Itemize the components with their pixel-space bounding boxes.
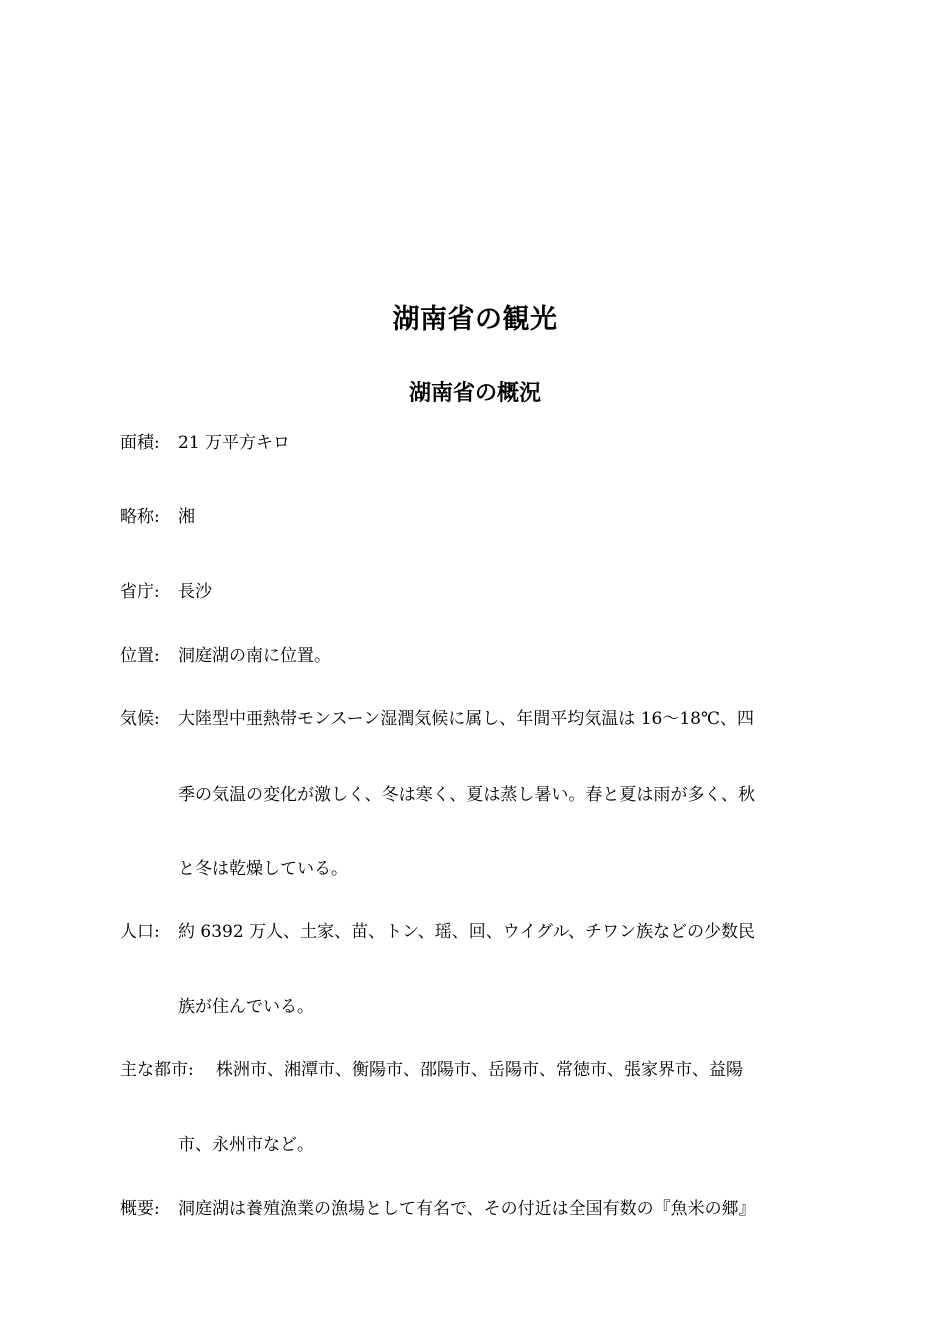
entry-value-line: 大陸型中亜熱帯モンスーン湿潤気候に属し、年間平均気温は 16～18℃、四 bbox=[178, 709, 754, 729]
entry-label: 主な都市: bbox=[120, 1060, 194, 1080]
entry-value: 湘 bbox=[178, 507, 195, 527]
entry-value: 21 万平方キロ bbox=[178, 433, 291, 453]
entry-label: 省庁: bbox=[120, 582, 160, 602]
entry-label: 面積: bbox=[120, 433, 160, 453]
entry-value-line: 季の気温の変化が激しく、冬は寒く、夏は蒸し暑い。春と夏は雨が多く、秋 bbox=[178, 785, 755, 805]
entry-value-line: 族が住んでいる。 bbox=[178, 997, 314, 1017]
entry-label: 気候: bbox=[120, 709, 160, 729]
document-title: 湖南省の観光 bbox=[392, 304, 558, 335]
entry-value: 長沙 bbox=[178, 582, 212, 602]
entry-value: 洞庭湖の南に位置。 bbox=[178, 646, 331, 666]
entry-value-line: と冬は乾燥している。 bbox=[178, 859, 348, 879]
entry-value-line: 市、永州市など。 bbox=[178, 1135, 314, 1155]
entry-label: 概要: bbox=[120, 1199, 160, 1219]
entry-value-line: 約 6392 万人、土家、苗、トン、瑶、回、ウイグル、チワン族などの少数民 bbox=[178, 922, 755, 942]
entry-label: 略称: bbox=[120, 507, 160, 527]
section-heading: 湖南省の概況 bbox=[408, 380, 541, 406]
entry-label: 位置: bbox=[120, 646, 160, 666]
entry-value-line: 株洲市、湘潭市、衡陽市、邵陽市、岳陽市、常徳市、張家界市、益陽 bbox=[216, 1060, 743, 1080]
entry-label: 人口: bbox=[120, 922, 160, 942]
entry-value-line: 洞庭湖は養殖漁業の漁場として有名で、その付近は全国有数の『魚米の郷』 bbox=[178, 1199, 756, 1219]
